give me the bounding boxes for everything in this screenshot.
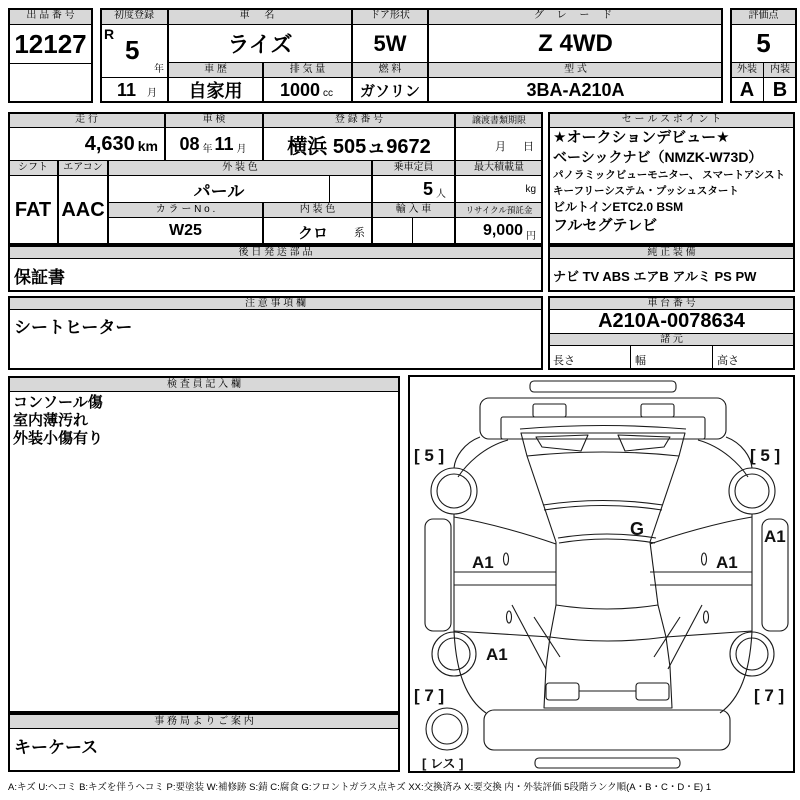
office-notice-header: 事 務 局 よ り ご 案 内: [8, 713, 400, 729]
interior-grade-value: B: [763, 77, 797, 103]
body-side-rear-left: [454, 631, 486, 713]
interior-color-header: 内 装 色: [263, 202, 372, 218]
diagram-label-door-right: A1: [716, 553, 738, 572]
fuel-value: ガソリン: [352, 77, 428, 103]
grade-value: Z 4WD: [428, 24, 723, 63]
inspection-year-unit: 年: [202, 143, 213, 155]
import-car-cell-1: [372, 217, 413, 245]
recycle-deposit-unit: 円: [526, 230, 536, 242]
door-shape-value: 5W: [352, 24, 428, 63]
shoulder-right: [650, 517, 752, 544]
diagram-label-rear-left: A1: [486, 645, 508, 664]
wiper-right: [618, 435, 670, 451]
car-diagram-box: [408, 375, 795, 773]
import-car-cell-2: [412, 217, 455, 245]
exterior-grade-value: A: [730, 77, 764, 103]
sales-points-header: セ ー ル ス ポ イ ン ト: [548, 112, 795, 128]
displacement-value: [263, 77, 352, 103]
sales-points-body: [548, 127, 795, 245]
diagram-label-roof-g: G: [630, 519, 645, 539]
registration-number-header: 登 録 番 号: [263, 112, 455, 128]
body-side-front-right: [726, 437, 752, 468]
tailgate: [544, 637, 672, 708]
first-registration-month: 11: [117, 80, 137, 100]
first-registration-header: 初度登録: [100, 8, 168, 25]
rear-plate-left: [546, 683, 579, 700]
sales-point-line: ★オークションデビュー★: [553, 129, 730, 146]
exterior-grade-header: 外装: [730, 62, 764, 78]
wheel-front-right: [729, 468, 775, 514]
lot-number-empty-cell: [8, 63, 93, 103]
month-unit: 月: [147, 88, 157, 99]
diagram-label-door-left: A1: [472, 553, 494, 572]
roof-mid-arc-2: [559, 539, 655, 543]
office-notice-value: キーケース: [8, 728, 400, 772]
equipment-header: 純 正 装 備: [548, 245, 795, 259]
wiper-left: [536, 435, 588, 451]
transfer-deadline-header: 譲渡書類期限: [455, 112, 543, 128]
door-handle-front-right: [702, 553, 707, 565]
later-parts-header: 後 日 発 送 部 品: [8, 245, 543, 259]
car-top-view-diagram: [410, 377, 793, 771]
aircon-value: AAC: [58, 175, 108, 245]
exterior-color-sub-cell: [329, 175, 372, 203]
era-letter: R: [104, 26, 115, 42]
quarter-line-left-outer: [512, 605, 546, 669]
registration-number-value: 横浜 505ュ9672: [263, 127, 455, 161]
door-shape-header: ドア形状: [352, 8, 428, 25]
car-history-value: 自家用: [168, 77, 263, 103]
later-parts-value: 保証書: [8, 258, 543, 292]
recycle-deposit-value: [455, 217, 543, 245]
body-side-front-left: [454, 437, 480, 468]
inspection-header: 車 検: [165, 112, 263, 128]
sales-point-line: フルセグテレビ: [553, 217, 658, 234]
front-bumper-strip: [530, 381, 676, 392]
wheel-rear-right-inner: [736, 638, 768, 670]
notes-body: [8, 309, 543, 370]
diagram-label-rocker-right: A1: [764, 527, 786, 546]
sales-point-line: キーフリーシステム・プッシュスタート: [553, 185, 739, 197]
roof-front-arc-2: [544, 506, 662, 511]
displacement-header: 排 気 量: [263, 62, 352, 78]
diagram-label-spare: [ レス ]: [422, 756, 464, 771]
inspection-year: 08: [179, 133, 200, 154]
max-load-value: [455, 175, 543, 203]
exterior-color-value: パール: [108, 175, 330, 203]
mileage-number: 4,630: [84, 132, 135, 155]
capacity-unit: 人: [436, 188, 446, 200]
recycle-deposit-number: 9,000: [482, 222, 523, 239]
inspector-note-line: コンソール傷: [13, 394, 103, 411]
spec-height-label: 高さ: [717, 355, 739, 367]
headlight-right: [641, 404, 674, 417]
shift-header: シフト: [8, 160, 58, 176]
diagram-label-front-right: [ 5 ]: [750, 446, 781, 465]
transfer-month-unit: 月: [495, 141, 506, 153]
diagram-label-rear-corner-left: [ 7 ]: [414, 686, 445, 705]
inspector-notes-body: [8, 391, 400, 713]
mileage-header: 走 行: [8, 112, 165, 128]
spec-length-label: 長さ: [553, 355, 575, 367]
rocker-panel-left: [425, 519, 451, 631]
score-value: 5: [730, 24, 797, 63]
capacity-header: 乗車定員: [372, 160, 455, 176]
inspection-month: 11: [214, 133, 234, 154]
diagram-label-rear-corner-right: [ 7 ]: [754, 686, 785, 705]
legend-text: A:キズ U:ヘコミ B:キズを伴うヘコミ P:要塗装 W:補修跡 S:錆 C:腐食 G:フロントガラス点キズ XX:交換済み X:要交換 内・外装評価 5段階ランク順(A・B・C・D・E) 1: [8, 782, 712, 793]
import-car-header: 輸 入 車: [372, 202, 455, 218]
a-pillar-right: [650, 456, 679, 542]
first-registration-year-cell: [100, 24, 168, 78]
aircon-header: エアコン: [58, 160, 108, 176]
rear-bumper-strip: [535, 758, 680, 768]
interior-color-suffix: 系: [354, 227, 365, 239]
headlight-left: [533, 404, 566, 417]
car-history-header: 車 歴: [168, 62, 263, 78]
rear-window: [550, 605, 666, 641]
inspector-notes-header: 検 査 員 記 入 欄: [8, 376, 400, 392]
sales-point-line: パノラミックビューモニター、 スマートアシスト: [553, 169, 786, 181]
sales-point-line: ベーシックナビ（NMZK-W73D）: [553, 149, 763, 165]
lot-number-header: 出 品 番 号: [8, 8, 93, 25]
spec-width-cell: [630, 345, 713, 370]
cowl-line: [520, 426, 686, 430]
roof-front-arc-1: [543, 501, 663, 506]
inspector-note-line: 室内薄汚れ: [13, 412, 89, 429]
wheel-front-left-inner: [437, 474, 471, 508]
diagram-label-front-left: [ 5 ]: [414, 446, 445, 465]
first-registration-month-cell: [100, 77, 168, 103]
displacement-unit: cc: [323, 87, 334, 99]
spec-width-label: 幅: [635, 355, 646, 367]
fuel-header: 燃 料: [352, 62, 428, 78]
rear-shoulder-left: [454, 631, 550, 637]
exterior-color-header: 外 装 色: [108, 160, 372, 176]
capacity-number: 5: [422, 178, 433, 199]
specs-header: 諸 元: [548, 333, 795, 346]
sales-point-line: ビルトインETC2.0 BSM: [553, 200, 684, 214]
transfer-day-unit: 日: [523, 141, 534, 153]
inspector-note-line: 外装小傷有り: [13, 430, 104, 447]
notes-header: 注 意 事 項 欄: [8, 296, 543, 310]
door-handle-front-left: [504, 553, 509, 565]
wheel-rear-left-inner: [438, 638, 470, 670]
interior-grade-header: 内装: [763, 62, 797, 78]
equipment-value: ナビ TV ABS エアB アルミ PS PW: [548, 258, 795, 292]
recycle-deposit-header: リサイクル預託金: [455, 202, 543, 218]
car-name-header: 車 名: [168, 8, 352, 25]
spare-tire-inner: [432, 714, 462, 744]
score-header: 評価点: [730, 8, 797, 25]
shoulder-left: [454, 517, 556, 544]
capacity-value: [372, 175, 455, 203]
grade-header: グ レ ー ド: [428, 8, 723, 25]
mileage-unit: km: [137, 138, 158, 154]
spec-length-cell: [548, 345, 631, 370]
notes-value: シートヒーター: [14, 318, 133, 337]
interior-color-text: クロ: [298, 225, 329, 242]
lot-number-value: 12127: [8, 24, 93, 64]
mileage-value: [8, 127, 165, 161]
model-code-header: 型 式: [428, 62, 723, 78]
spec-height-cell: [712, 345, 795, 370]
body-side-rear-right: [720, 631, 752, 713]
max-load-header: 最大積載量: [455, 160, 543, 176]
wheel-front-right-inner: [735, 474, 769, 508]
car-name-value: ライズ: [168, 24, 352, 63]
transfer-deadline-value: [455, 127, 543, 161]
shift-value: FAT: [8, 175, 58, 245]
color-no-value: W25: [108, 217, 263, 245]
door-handle-rear-left: [507, 611, 512, 623]
inspection-value: [165, 127, 263, 161]
interior-color-value: [263, 217, 372, 245]
wheel-front-left: [431, 468, 477, 514]
chassis-number-header: 車 台 番 号: [548, 296, 795, 310]
model-code-value: 3BA-A210A: [428, 77, 723, 103]
door-handle-rear-right: [704, 611, 709, 623]
chassis-number-value: A210A-0078634: [548, 309, 795, 334]
rear-plate-right: [636, 683, 669, 700]
first-registration-year: 5: [125, 35, 140, 65]
color-no-header: カ ラ ー N o .: [108, 202, 263, 218]
a-pillar-left: [527, 456, 556, 542]
displacement-number: 1000: [279, 79, 321, 100]
cabin-right-edge: [650, 542, 658, 605]
rear-bumper: [484, 710, 730, 750]
max-load-unit: kg: [525, 183, 536, 195]
year-unit: 年: [154, 64, 164, 75]
inspection-month-unit: 月: [236, 143, 247, 155]
